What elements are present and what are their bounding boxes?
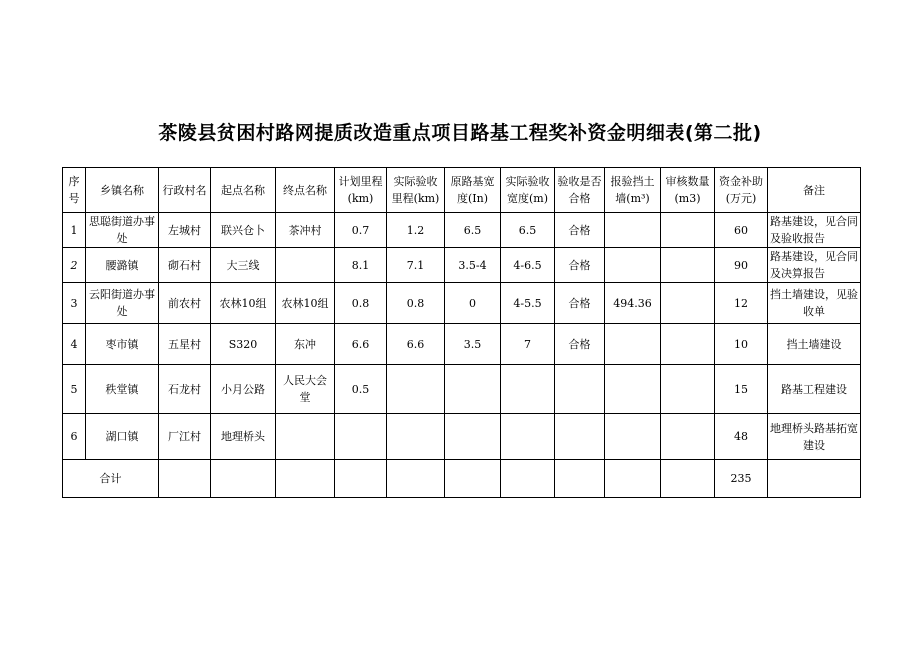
plan-cell: 0.7	[335, 213, 387, 248]
empty-cell	[211, 460, 276, 498]
empty-cell	[768, 460, 861, 498]
fund-cell: 15	[715, 365, 768, 414]
end-cell: 茶冲村	[276, 213, 335, 248]
total-row	[63, 460, 861, 498]
audit-cell	[661, 414, 715, 460]
header-cell: 审核数量(m3)	[661, 168, 715, 213]
plan-cell: 0.8	[335, 283, 387, 324]
seq-cell: 1	[63, 213, 86, 248]
end-cell: 人民大会堂	[276, 365, 335, 414]
note-cell: 地理桥头路基拓宽建设	[768, 414, 861, 460]
wall-cell	[605, 365, 661, 414]
orig-width-cell: 3.5	[445, 324, 501, 365]
start-cell: 农林10组	[211, 283, 276, 324]
start-cell: 大三线	[211, 248, 276, 283]
header-cell: 验收是否合格	[555, 168, 605, 213]
header-cell: 起点名称	[211, 168, 276, 213]
village-cell: 左城村	[159, 213, 211, 248]
start-cell: 小月公路	[211, 365, 276, 414]
fund-cell: 12	[715, 283, 768, 324]
village-cell: 砌石村	[159, 248, 211, 283]
actual-width-cell: 6.5	[501, 213, 555, 248]
empty-cell	[276, 460, 335, 498]
subsidy-table	[62, 167, 861, 498]
end-cell: 东冲	[276, 324, 335, 365]
orig-width-cell	[445, 414, 501, 460]
pass-cell: 合格	[555, 324, 605, 365]
header-cell: 行政村名	[159, 168, 211, 213]
table-row	[63, 248, 861, 283]
seq-cell: 2	[63, 248, 86, 283]
table-row	[63, 414, 861, 460]
empty-cell	[335, 460, 387, 498]
empty-cell	[159, 460, 211, 498]
header-cell: 实际验收宽度(m)	[501, 168, 555, 213]
actual-cell: 6.6	[387, 324, 445, 365]
orig-width-cell: 0	[445, 283, 501, 324]
town-cell: 腰潞镇	[86, 248, 159, 283]
header-cell: 实际验收里程(km)	[387, 168, 445, 213]
audit-cell	[661, 365, 715, 414]
header-cell: 资金补助(万元)	[715, 168, 768, 213]
seq-cell: 4	[63, 324, 86, 365]
note-cell: 路基建设，见合同及决算报告	[768, 248, 861, 283]
table-row	[63, 365, 861, 414]
actual-width-cell: 7	[501, 324, 555, 365]
fund-cell: 60	[715, 213, 768, 248]
actual-width-cell: 4-5.5	[501, 283, 555, 324]
table-row	[63, 283, 861, 324]
fund-cell: 10	[715, 324, 768, 365]
seq-cell: 6	[63, 414, 86, 460]
table-title: 茶陵县贫困村路网提质改造重点项目路基工程奖补资金明细表(第二批)	[158, 122, 762, 144]
header-cell: 序号	[63, 168, 86, 213]
table-row	[63, 324, 861, 365]
header-row	[63, 168, 861, 213]
empty-cell	[501, 460, 555, 498]
actual-cell: 0.8	[387, 283, 445, 324]
total-fund: 235	[715, 460, 768, 498]
empty-cell	[661, 460, 715, 498]
village-cell: 前农村	[159, 283, 211, 324]
table-row	[63, 213, 861, 248]
total-label: 合计	[63, 460, 159, 498]
note-cell: 路基建设，见合同及验收报告	[768, 213, 861, 248]
town-cell: 云阳街道办事处	[86, 283, 159, 324]
town-cell: 枣市镇	[86, 324, 159, 365]
pass-cell	[555, 414, 605, 460]
header-cell: 原路基宽度(In)	[445, 168, 501, 213]
wall-cell	[605, 414, 661, 460]
wall-cell	[605, 213, 661, 248]
actual-cell: 7.1	[387, 248, 445, 283]
pass-cell	[555, 365, 605, 414]
actual-cell	[387, 414, 445, 460]
orig-width-cell	[445, 365, 501, 414]
start-cell: 联兴仓卜	[211, 213, 276, 248]
village-cell: 五星村	[159, 324, 211, 365]
actual-width-cell	[501, 365, 555, 414]
wall-cell: 494.36	[605, 283, 661, 324]
empty-cell	[445, 460, 501, 498]
header-cell: 乡镇名称	[86, 168, 159, 213]
start-cell: S320	[211, 324, 276, 365]
orig-width-cell: 3.5-4	[445, 248, 501, 283]
audit-cell	[661, 213, 715, 248]
village-cell: 石龙村	[159, 365, 211, 414]
header-cell: 报验挡土墙(m³)	[605, 168, 661, 213]
header-cell: 终点名称	[276, 168, 335, 213]
plan-cell: 0.5	[335, 365, 387, 414]
wall-cell	[605, 248, 661, 283]
audit-cell	[661, 248, 715, 283]
end-cell	[276, 414, 335, 460]
note-cell: 挡土墙建设	[768, 324, 861, 365]
empty-cell	[387, 460, 445, 498]
header-cell: 备注	[768, 168, 861, 213]
note-cell: 路基工程建设	[768, 365, 861, 414]
seq-cell: 3	[63, 283, 86, 324]
end-cell: 农林10组	[276, 283, 335, 324]
village-cell: 厂江村	[159, 414, 211, 460]
pass-cell: 合格	[555, 213, 605, 248]
wall-cell	[605, 324, 661, 365]
plan-cell: 6.6	[335, 324, 387, 365]
actual-cell: 1.2	[387, 213, 445, 248]
town-cell: 秩堂镇	[86, 365, 159, 414]
end-cell	[276, 248, 335, 283]
town-cell: 湖口镇	[86, 414, 159, 460]
town-cell: 思聪街道办事处	[86, 213, 159, 248]
pass-cell: 合格	[555, 248, 605, 283]
header-cell: 计划里程(km)	[335, 168, 387, 213]
empty-cell	[555, 460, 605, 498]
plan-cell	[335, 414, 387, 460]
fund-cell: 90	[715, 248, 768, 283]
empty-cell	[605, 460, 661, 498]
fund-cell: 48	[715, 414, 768, 460]
audit-cell	[661, 324, 715, 365]
actual-cell	[387, 365, 445, 414]
audit-cell	[661, 283, 715, 324]
note-cell: 挡土墙建设，见验收单	[768, 283, 861, 324]
pass-cell: 合格	[555, 283, 605, 324]
seq-cell: 5	[63, 365, 86, 414]
actual-width-cell: 4-6.5	[501, 248, 555, 283]
plan-cell: 8.1	[335, 248, 387, 283]
orig-width-cell: 6.5	[445, 213, 501, 248]
start-cell: 地理桥头	[211, 414, 276, 460]
actual-width-cell	[501, 414, 555, 460]
